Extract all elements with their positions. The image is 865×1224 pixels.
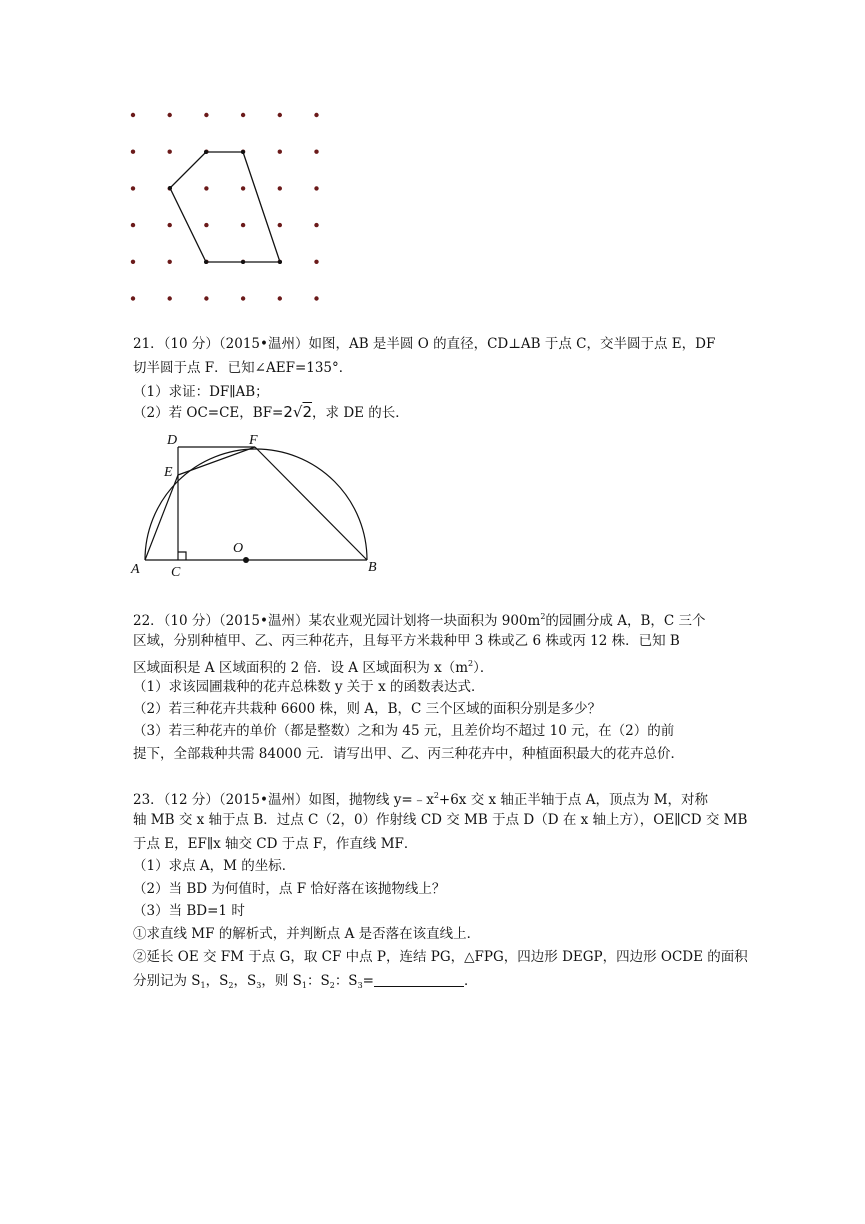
grid-dot [131, 186, 135, 190]
grid-dot [204, 186, 208, 190]
grid-dot [131, 260, 135, 264]
grid-dot [278, 186, 282, 190]
q23-text-line-2: 轴 MB 交 x 轴于点 B．过点 C（2，0）作射线 CD 交 MB 于点 D（D 在 x 轴上方），OE∥CD 交 MB [133, 812, 748, 828]
grid-dot [204, 223, 208, 227]
label-D: D [167, 433, 178, 448]
q21-part-2 [133, 404, 409, 421]
grid-dot [278, 113, 282, 117]
grid-dot [314, 186, 318, 190]
answer-blank [374, 974, 464, 987]
q23-part-2: （2）当 BD 为何值时，点 F 恰好落在该抛物线上？ [133, 881, 446, 897]
grid-dot [241, 113, 245, 117]
grid-dot [168, 113, 172, 117]
label-B: B [368, 560, 377, 575]
q21-text-line-1: 21．（10 分）（2015•温州）如图，AB 是半圆 O 的直径，CD⊥AB 于点 C，交半圆于点 E，DF [133, 336, 716, 352]
polygon-vertices [168, 150, 282, 264]
grid-dot [314, 296, 318, 300]
q21-part-2-pre: （2）若 OC=CE，BF= [133, 405, 284, 421]
q23-part-3-3: 分别记为 $S_1$，$S_2$，$S_3$，则 $S_1$：$S_2$：$S_3=$ ． [133, 973, 478, 990]
grid-dot [314, 150, 318, 154]
grid-dot [131, 113, 135, 117]
label-O: O [233, 541, 244, 556]
grid-dot [241, 296, 245, 300]
grid-dots [131, 113, 319, 301]
q23-text-line-1: 23．（12 分）（2015•温州）如图，抛物线 $y=﹣x^2+6x$ 交 x 轴正半轴于点 A，顶点为 M，对称 [133, 791, 709, 808]
grid-dot [131, 223, 135, 227]
q22-part-1: （1）求该园圃栽种的花卉总株数 y 关于 x 的函数表达式． [133, 679, 485, 695]
grid-dot [241, 186, 245, 190]
q22-part-3a: （3）若三种花卉的单价（都是整数）之和为 45 元，且差价均不超过 10 元，在（2）的前 [133, 723, 675, 739]
q21-text-line-2: 切半圆于点 F．已知∠AEF=135°． [133, 360, 353, 376]
grid-dot [278, 223, 282, 227]
semicircle-figure [125, 425, 390, 580]
grid-dot [168, 260, 172, 264]
grid-dot [241, 223, 245, 227]
dot-grid-figure [120, 100, 340, 315]
label-F: F [249, 433, 258, 448]
sqrt-expression: 2√2 [283, 403, 313, 421]
grid-dot [168, 223, 172, 227]
grid-dot [314, 223, 318, 227]
grid-dot [314, 260, 318, 264]
label-C: C [171, 565, 181, 580]
label-A: A [131, 562, 140, 577]
grid-dot [168, 296, 172, 300]
q23-text-line-3: 于点 E，EF∥x 轴交 CD 于点 F，作直线 MF． [133, 836, 418, 852]
grid-polygon [170, 152, 280, 262]
grid-dot [168, 150, 172, 154]
grid-dot [314, 113, 318, 117]
q21-part-1: （1）求证：DF∥AB； [133, 384, 269, 400]
q23-part-3-2: ②延长 OE 交 FM 于点 G，取 CF 中点 P，连结 PG，△FPG，四边形 DEGP，四边形 OCDE 的面积 [133, 949, 748, 965]
q22-text-line-3: 区域面积是 A 区域面积的 2 倍．设 A 区域面积为 $x(m^2)$． [133, 659, 494, 676]
q22-text-line-1: 22．（10 分）（2015•温州）某农业观光园计划将一块面积为 $900m^2$的园圃分成 A，B，C 三个 [133, 612, 706, 629]
grid-dot [278, 150, 282, 154]
q23-part-3-1: ①求直线 MF 的解析式，并判断点 A 是否落在该直线上． [133, 926, 481, 942]
q22-part-3b: 提下，全部栽种共需 84000 元．请写出甲、乙、丙三种花卉中，种植面积最大的花卉总价． [133, 746, 685, 762]
grid-dot [204, 113, 208, 117]
q21-part-2-post: ，求 DE 的长． [312, 405, 409, 421]
grid-dot [131, 296, 135, 300]
q22-part-2: （2）若三种花卉共栽种 6600 株，则 A，B，C 三个区域的面积分别是多少？ [133, 701, 602, 717]
grid-dot [204, 296, 208, 300]
grid-dot [131, 150, 135, 154]
q22-text-line-2: 区域，分别种植甲、乙、丙三种花卉，且每平方米栽种甲 3 株或乙 6 株或丙 12 株．已知 B [133, 633, 680, 649]
q23-part-3: （3）当 BD=1 时 [133, 903, 245, 919]
label-E: E [164, 465, 173, 480]
grid-dot [278, 296, 282, 300]
q23-part-1: （1）求点 A，M 的坐标． [133, 858, 296, 874]
